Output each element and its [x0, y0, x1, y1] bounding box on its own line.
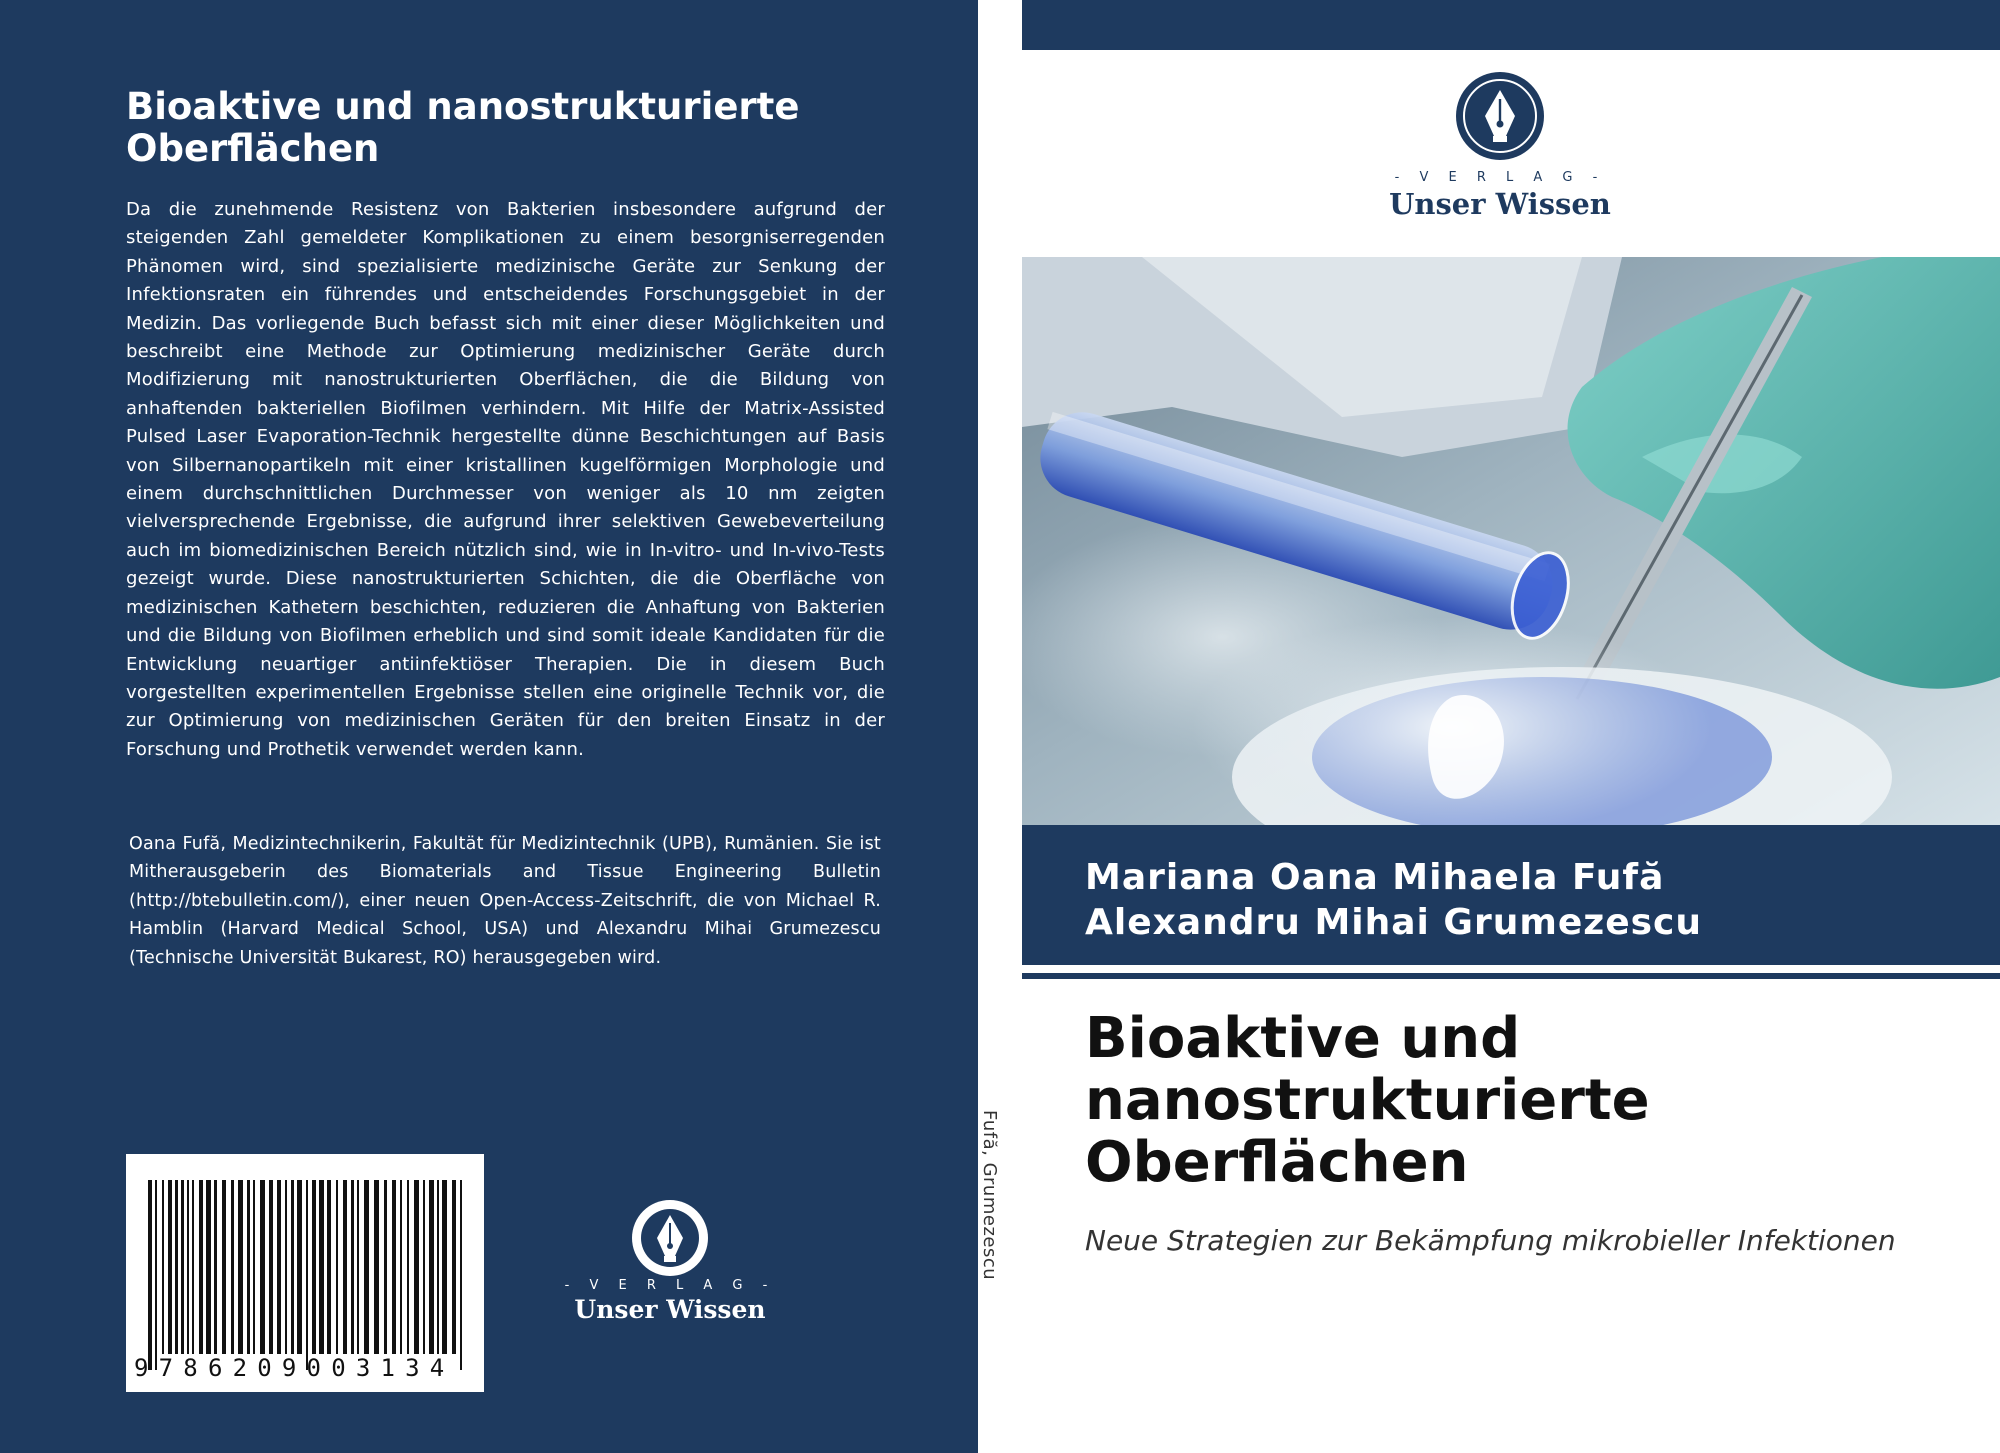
barcode-bar [312, 1180, 316, 1354]
fountain-pen-nib-icon [630, 1198, 710, 1278]
barcode-bar [199, 1180, 203, 1354]
barcode-bar [374, 1180, 379, 1354]
author-bio: Oana Fufă, Medizintechnikerin, Fakultät für Medizintechnik (UPB), Rumänien. Sie ist Mitherausgeberin des Biomaterials and Tissue Engineering Bulletin (http://btebulletin.com/), einer neuen Open-Access-Zeitschrift, die von Michael R. Hamblin (Harvard Medical School, USA) und Alexandru Mihai Grumezescu (Technische Universität Bukarest, RO) herausgegeben wird. [129, 834, 881, 968]
front-logo-name: Unser Wissen [1389, 187, 1611, 221]
front-publisher-logo [1380, 70, 1620, 220]
barcode-bar [238, 1180, 243, 1354]
cover-photo [1022, 257, 2000, 825]
spine-authors: Fufă, Grumezescu [979, 1110, 1000, 1281]
barcode-bar [260, 1180, 265, 1354]
front-cover-subtitle: Neue Strategien zur Bekämpfung mikrobieller Infektionen [1085, 1224, 1896, 1257]
isbn-number: 9786209003134 [134, 1354, 455, 1382]
barcode-bar [437, 1180, 439, 1354]
back-cover [0, 0, 978, 1453]
barcode-bar [206, 1180, 211, 1354]
barcode-bar [343, 1180, 347, 1354]
barcode-bar [306, 1180, 308, 1370]
barcode-bar [364, 1180, 369, 1354]
barcode-bar [231, 1180, 234, 1354]
front-top-band [1022, 0, 2000, 50]
barcode-bar [168, 1180, 172, 1354]
barcode-bar [285, 1180, 287, 1354]
barcode-bar [384, 1180, 387, 1354]
fountain-pen-nib-icon [1454, 70, 1546, 162]
barcode-bar [423, 1180, 425, 1354]
barcode-bar [336, 1180, 338, 1354]
front-cover-title: Bioaktive und nanostrukturierte Oberflächen [1085, 1006, 1650, 1195]
barcode-bar [155, 1180, 157, 1370]
barcode-bar [214, 1180, 217, 1354]
barcode-bar [291, 1180, 294, 1354]
author-name-1: Mariana Oana Mihaela Fufă [1085, 857, 1665, 898]
barcode-bar [187, 1180, 189, 1354]
front-divider-rule [1022, 973, 2000, 979]
barcode-bar [442, 1180, 447, 1354]
barcode-bar [414, 1180, 419, 1354]
author-band [1022, 825, 2000, 965]
barcode-bar [269, 1180, 273, 1354]
barcode-bar [319, 1180, 324, 1354]
barcode-bar [162, 1180, 164, 1354]
spine [978, 0, 1022, 1453]
barcode-bar [327, 1180, 331, 1354]
barcode-bar [400, 1180, 402, 1354]
barcode-bar [192, 1180, 194, 1354]
barcode-bar [148, 1180, 152, 1370]
barcode-bar [407, 1180, 409, 1354]
barcode-bar [392, 1180, 396, 1354]
isbn-barcode [126, 1154, 484, 1392]
barcode-bar [181, 1180, 184, 1354]
barcode-bar [175, 1180, 178, 1354]
back-logo-verlag: - V E R L A G - [564, 1278, 776, 1293]
barcode-bar [357, 1180, 359, 1354]
front-logo-verlag: - V E R L A G - [1394, 170, 1606, 185]
barcode-bar [297, 1180, 302, 1354]
barcode-bar [277, 1180, 281, 1354]
barcode-bar [247, 1180, 250, 1354]
barcode-bar [429, 1180, 434, 1354]
barcode-bar [460, 1180, 462, 1370]
author-name-2: Alexandru Mihai Grumezescu [1085, 902, 1703, 943]
barcode-bar [222, 1180, 226, 1354]
back-cover-title: Bioaktive und nanostrukturierte Oberflächen [126, 85, 800, 170]
barcode-bar [253, 1180, 255, 1354]
barcode-bar [351, 1180, 354, 1354]
back-publisher-logo [560, 1198, 780, 1338]
barcode-bar [452, 1180, 456, 1354]
back-logo-name: Unser Wissen [574, 1295, 766, 1324]
back-cover-blurb: Da die zunehmende Resistenz von Bakterien insbesondere aufgrund der steigenden Zahl gemeldeter Komplikationen zu einem besorgniserregenden Phänomen wird, sind spezialisierte medizinische Geräte zur Senkung der Infektionsraten ein führendes und entscheidendes Forschungsgebiet in der Medizin. Das vorliegende Buch befasst sich mit einer dieser Möglichkeiten und beschreibt eine Methode zur Optimierung medizinischer Geräte durch Modifizierung mit nanostrukturierten Oberflächen, die die Bildung von anhaftenden bakteriellen Biofilmen verhindern. Mit Hilfe der Matrix-Assisted Pulsed Laser Evaporation-Technik hergestellte dünne Beschichtungen auf Basis von Silbernanopartikeln mit einer kristallinen kugelförmigen Morphologie und einem durchschnittlichen Durchmesser von weniger als 10 nm zeigten vielversprechende Ergebnisse, die aufgrund ihrer selektiven Gewebeverteilung auch im biomedizinischen Bereich nützlich sind, wie in In-vitro- und In-vivo-Tests gezeigt wurde. Diese nanostrukturierten Schichten, die die Oberfläche von medizinischen Kathetern beschichten, reduzieren die Anhaftung von Bakterien und die Bildung von Biofilmen erheblich und sind somit ideale Kandidaten für die Entwicklung neuartiger antiinfektiöser Therapien. Die in diesem Buch vorgestellten experimentellen Ergebnisse stellen eine originelle Technik vor, die zur Optimierung von medizinischen Geräten für den breiten Einsatz in der Forschung und Prothetik verwendet werden kann. [126, 199, 885, 760]
